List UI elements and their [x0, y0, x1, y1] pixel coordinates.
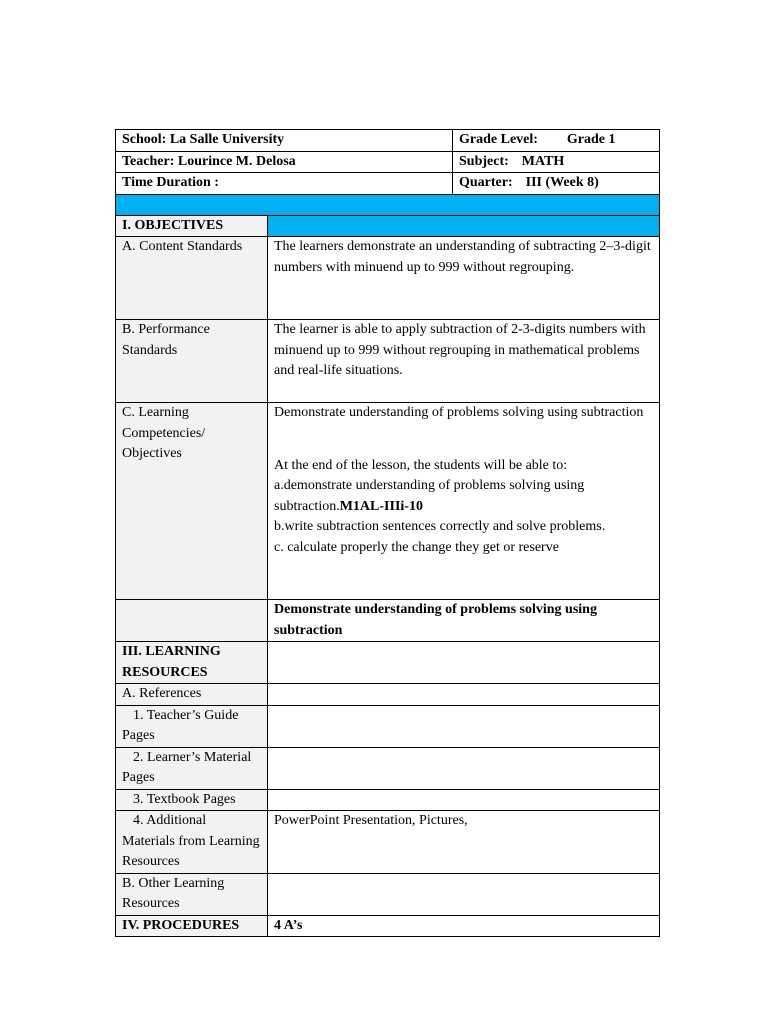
grade-level-cell	[453, 130, 660, 152]
time-duration-cell: Time Duration :	[116, 173, 453, 195]
lesson-plan-document	[115, 129, 659, 937]
subject-cell	[453, 151, 660, 173]
teachers-guide-value	[268, 705, 660, 747]
content-text: Demonstrate understanding of problems solving using subtraction	[268, 600, 660, 642]
textbook-value	[268, 789, 660, 811]
learners-material-label	[116, 747, 268, 789]
grade-level-label: Grade Level:	[459, 132, 538, 147]
content-standards-text: The learners demonstrate an understanding of subtracting 2–3-digit numbers with minuend up to 999 without regrouping.	[268, 237, 660, 320]
objective-c: c. calculate properly the change they get or reserve	[274, 539, 559, 555]
objective-a-code: M1AL-IIIi-10	[339, 498, 423, 514]
textbook-label	[116, 789, 268, 811]
objective-b: b.write subtraction sentences correctly and solve problems.	[274, 519, 606, 534]
learners-material-text: 2. Learner’s Material Pages	[122, 749, 252, 785]
school-cell: School: La Salle University	[116, 130, 453, 152]
quarter-value: III (Week 8)	[525, 175, 599, 190]
competencies-text: Demonstrate understanding of problems solving using subtraction	[274, 405, 644, 420]
quarter-cell	[453, 173, 660, 195]
teacher-cell: Teacher: Lourince M. Delosa	[116, 151, 453, 173]
lesson-table	[115, 215, 660, 938]
references-label: A. References	[116, 684, 268, 706]
additional-materials-label	[116, 811, 268, 874]
objective-a	[274, 476, 653, 517]
additional-materials-text: 4. Additional Materials from Learning Resources	[122, 813, 260, 869]
learning-resources-heading: III. LEARNING RESOURCES	[116, 642, 268, 684]
header-table	[115, 129, 660, 216]
end-of-lesson-text: At the end of the lesson, the students will be able to:	[274, 457, 568, 473]
objective-a-text: a.demonstrate understanding of problems solving using subtraction.	[274, 478, 585, 514]
competencies-cell	[268, 403, 660, 600]
additional-materials-value: PowerPoint Presentation, Pictures,	[268, 811, 660, 874]
performance-standards-label: B. Performance Standards	[116, 320, 268, 403]
competencies-label	[116, 403, 268, 600]
grade-level-value: Grade 1	[566, 132, 616, 147]
textbook-text: 3. Textbook Pages	[133, 791, 236, 807]
teachers-guide-text: 1. Teacher’s Guide Pages	[122, 707, 239, 743]
blue-divider-bar	[116, 194, 660, 215]
spacer	[274, 424, 653, 456]
procedures-heading: IV. PROCEDURES	[116, 915, 268, 937]
objectives-heading: I. OBJECTIVES	[116, 215, 268, 237]
learners-material-value	[268, 747, 660, 789]
other-resources-label: B. Other Learning Resources	[116, 873, 268, 915]
objectives-blue-cell	[268, 215, 660, 237]
quarter-label: Quarter:	[459, 175, 513, 190]
competencies-label-text: C. Learning Competencies/ Objectives	[122, 405, 206, 461]
learning-resources-value	[268, 642, 660, 684]
content-standards-label: A. Content Standards	[116, 237, 268, 320]
teachers-guide-label	[116, 705, 268, 747]
references-value	[268, 684, 660, 706]
subject-value: MATH	[521, 153, 565, 169]
procedures-text: 4 A’s	[268, 915, 660, 937]
performance-standards-text: The learner is able to apply subtraction of 2-3-digits numbers with minuend up to 999 without regrouping in mathematical problems and real-life situations.	[268, 320, 660, 403]
other-resources-value	[268, 873, 660, 915]
subject-label: Subject:	[459, 153, 509, 169]
content-label-cell	[116, 600, 268, 642]
